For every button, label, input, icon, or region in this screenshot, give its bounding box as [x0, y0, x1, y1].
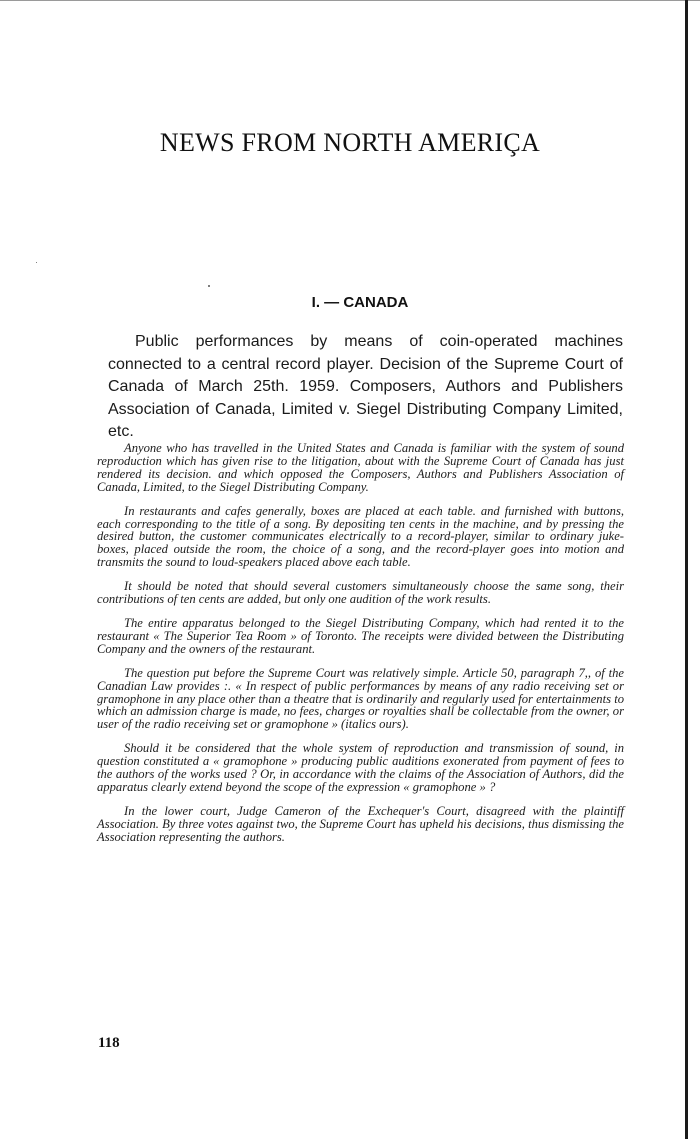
body-paragraph: Should it be considered that the whole system of reproduction and transmission of sound, in question constituted a « gramophone » producing public auditions exonerated from payment of fees to the authors of the works used ? Or, in accordance with the claims of the Association of Authors, did the apparatus clearly extend beyond the scope of the expression « gramophone » ? — [97, 741, 624, 794]
top-rule — [0, 0, 700, 1]
lead-paragraph: Public performances by means of coin-operated machines connected to a central record player. Decision of the Supreme Court of Canada of March 25th. 1959. Composers, Authors and Publishers Association of Canada, Limited v. Siegel Distributing Company Limited, etc. — [108, 333, 623, 440]
body-paragraph: The entire apparatus belonged to the Siegel Distributing Company, which had rented it to the restaurant « The Superior Tea Room » of Toronto. The receipts were divided between the Distributing Company and the owners of the restaurant. — [97, 615, 624, 656]
body-paragraph: It should be noted that should several customers simultaneously choose the same song, their contributions of ten cents are added, but only one audition of the work results. — [97, 579, 624, 607]
page-title: NEWS FROM NORTH AMERIÇA — [159, 128, 541, 157]
print-speck — [36, 262, 37, 263]
article-body — [97, 442, 624, 855]
print-speck — [208, 285, 210, 287]
binding-edge — [685, 0, 688, 1139]
body-paragraph: In restaurants and cafes generally, boxes are placed at each table. and furnished with buttons, each corresponding to the title of a song. By depositing ten cents in the machine, and by pressing the desired button, the customer communicates electrically to a record-player, similar to ordinary juke-boxes, placed outside the room, the choice of a song, and the record-player goes into motion and transmits the sound to loud-speakers placed above each table. — [97, 503, 624, 570]
body-paragraph: Anyone who has travelled in the United States and Canada is familiar with the system of sound reproduction which has given rise to the litigation, about with the Supreme Court of Canada has just rendered its decision. and which opposed the Composers, Authors and Publishers Association of Canada, Limited, to the Siegel Distributing Company. — [97, 441, 624, 494]
body-paragraph: The question put before the Supreme Court was relatively simple. Article 50, paragraph 7,, of the Canadian Law provides :. « In respect of public performances by means of any radio receiving set or gramophone in any place other than a theatre that is ordinarily and regularly used for entertainments to which an admission charge is made, no fees, charges or royalties shall be collectable from the owner, or user of the radio receiving set or gramophone » (italics ours). — [97, 665, 624, 732]
page-number: 118 — [98, 1035, 120, 1051]
body-paragraph: In the lower court, Judge Cameron of the Exchequer's Court, disagreed with the plaintiff Association. By three votes against two, the Supreme Court has upheld his decisions, thus dismissing the Association representing the authors. — [97, 803, 624, 844]
section-heading: I. — CANADA — [311, 294, 409, 311]
